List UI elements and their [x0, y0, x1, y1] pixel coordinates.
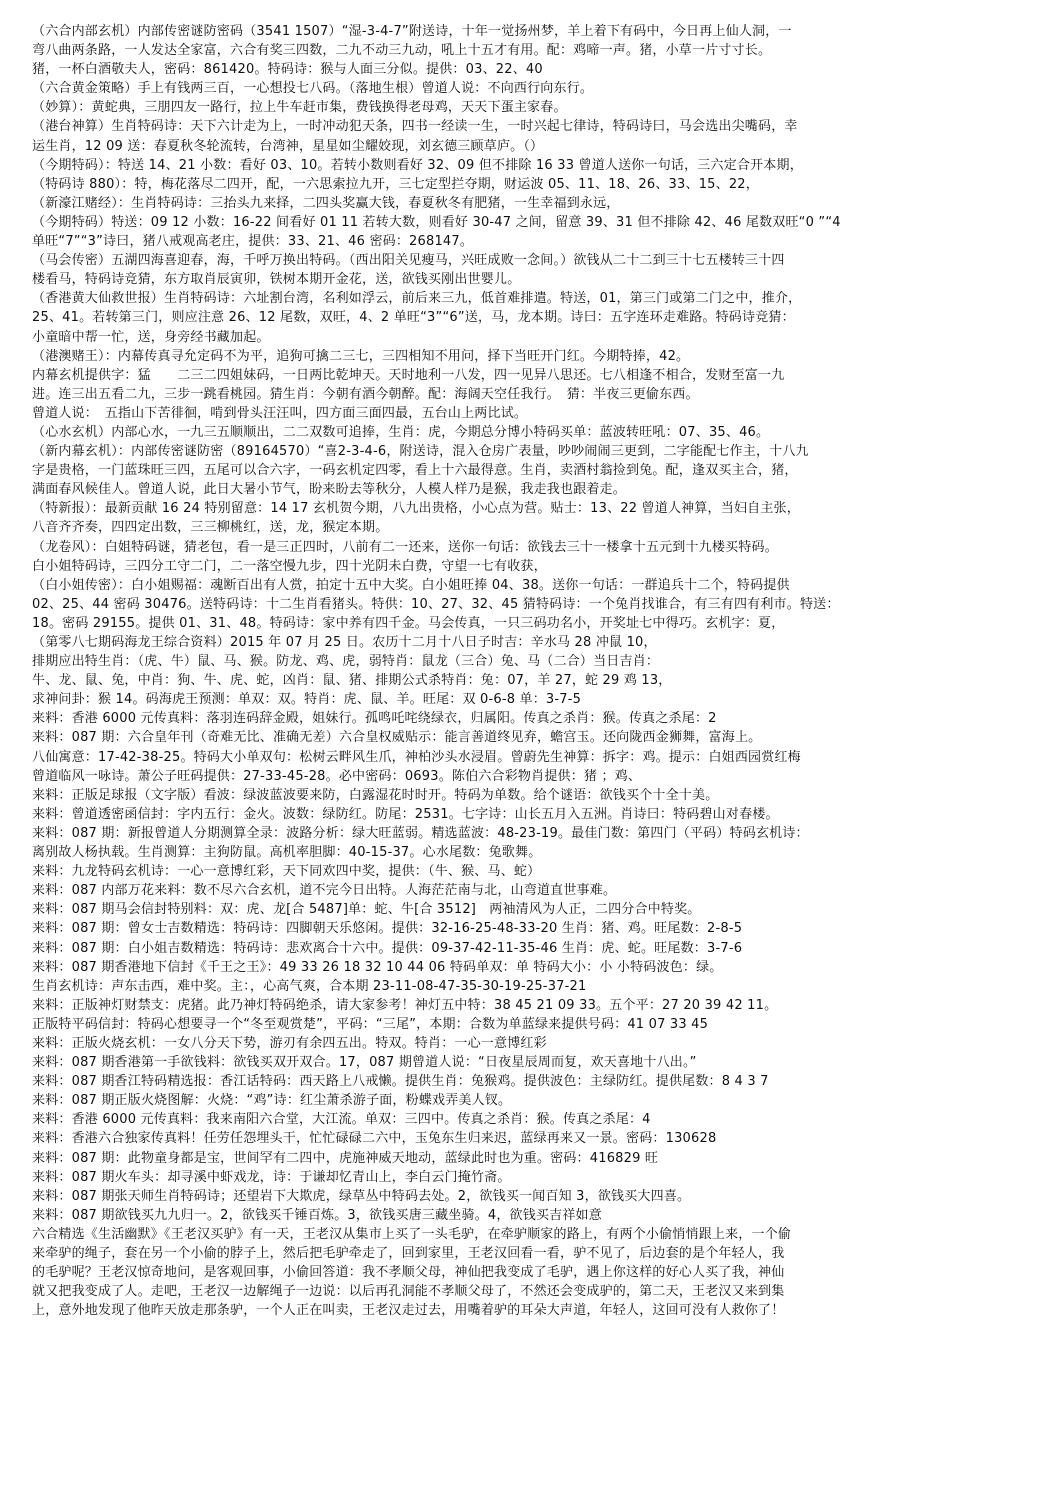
text-line: 楼看马，特码诗竞猜，东方取肖辰寅卯，铁树本期开金花，送，欲钱买刚出世婴儿。 [32, 272, 521, 288]
text-line: 来料：正版足球报（文字版）看波：绿波蓝波要来防，白露湿花时时开。特码为单数。给个谜语：欲钱买个十全十美。 [32, 787, 719, 803]
text-line: （新内幕玄机）：内部传密谜防密（89164570）“喜2-3-4-6，附送诗，混入仓房广表量，吵吵闹闹三更到，二字能配七作主，十八九 [32, 444, 809, 460]
text-line: 来料：087 期：白小姐吉数精选：特码诗：悲欢离合十六中。提供：09-37-42-11-35-46 生肖：虎、蛇。旺尾数：3-7-6 [32, 940, 743, 956]
text-line: 小童暗中帮一忙，送，身旁经书藏加起。 [32, 329, 270, 345]
text-line: 求神问卦：猴 14。码海虎王预测：单双：双。特肖：虎、鼠、羊。旺尾：双 0-6-8 单：3-7-5 [32, 692, 582, 708]
text-line: 白小姐特码诗，三四分工守二门，二一落空慢九步，四十光阴未白费，守望一七有收获， [32, 558, 547, 574]
text-line: 曾道人说： 五指山下苦徘徊，啃到骨头汪汪叫，四方面三面四最，五台山上两比试。 [32, 405, 528, 421]
text-line: （新濠江赌经）：生肖特码诗：三抬头九来择，二四头奖赢大钱，春夏秋冬有肥猪，一生幸福到永远， [32, 195, 620, 211]
text-line: （六合黄金策略）手上有钱两三百，一心想投七八码。（落地生根）曾道人说：不向西行向东行。 [32, 81, 594, 97]
text-line: 来料：087 期香港第一手欲钱料：欲钱买双开双合。17，087 期曾道人说：“日夜星辰周而复，欢天喜地十八出。” [32, 1055, 697, 1071]
text-line: 牛、龙、鼠、兔，中肖：狗、牛、虎、蛇，凶肖：鼠、猪、排期公式杀特肖：兔：07，羊 27，蛇 29 鸡 13， [32, 673, 672, 689]
text-line: 离别故人杨执载。生肖测算：主狗防鼠。高机率胆脚：40-15-37。心水尾数：兔歌舞。 [32, 845, 542, 861]
text-line: （港台神算）生肖特码诗：天下六计走为上，一时冲动犯天条，四书一经读一生，一时兴起七律诗，特码诗曰，马会选出尖嘴码，幸 [32, 119, 798, 135]
text-line: （白小姐传密）：白小姐赐福：魂断百出有人赏，拍定十五中大奖。白小姐旺捧 04、38。送你一句话：一群追兵十二个，特码提供 [32, 577, 790, 593]
text-line: 来料：087 期：新报曾道人分期测算全录：波路分析：绿大旺蓝弱。精选蓝波：48-23-19。最佳门数：第四门（平码）特码玄机诗： [32, 825, 809, 841]
text-line: 排期应出特生肖：（虎、牛）鼠、马、猴。防龙、鸡、虎，弱特肖：鼠龙（三合）兔、马（二合）当日吉肖： [32, 654, 660, 670]
text-line: 来料：087 期：曾女士吉数精选：特码诗：四脚朝天乐悠闲。提供：32-16-25-48-33-20 生肖：猪、鸡。旺尾数：2-8-5 [32, 921, 743, 937]
text-line: （港澳赌王）：内幕传真寻允定码不为平，追狗可擒二三七，三四相知不用问，择下当旺开门红。今期特捧，42。 [32, 348, 690, 364]
text-line: 来料：曾道透密函信封：字内五行：金火。波数：绿防红。防尾：2531。七字诗：山长五月入五洲。肖诗曰：特码碧山对春楼。 [32, 806, 779, 822]
text-line: （龙卷风）：白姐特码谜，猜老包，看一是三正四时，八前有二一还来，送你一句话：欲钱去三十一楼拿十五元到十九楼买特码。 [32, 539, 778, 555]
text-line: 来料：087 期欲钱买九九归一。2，欲钱买千锤百炼。3，欲钱买唐三藏坐骑。4，欲钱买吉祥如意 [32, 1207, 602, 1223]
text-line: 的毛驴呢？王老汉惊奇地问，是客观回事，小偷回答道：我不孝顺父母，神仙把我变成了毛驴，遇上你这样的好心人买了我，神仙 [32, 1265, 785, 1281]
text-line: 来料：正版神灯财禁支：虎猪。此乃神灯特码绝杀，请大家参考！神灯五中特：38 45 21 09 33。五个平：27 20 39 42 11。 [32, 997, 778, 1013]
text-line: 来料：087 期马会信封特别料：双：虎、龙[合 5487]单：蛇、牛[合 3512] 两袖清风为人正，二四分合中特奖。 [32, 902, 701, 918]
text-line: 来料：087 期香港地下信封《千王之王》：49 33 26 18 32 10 44 06 特码单双：单 特码大小：小 小特码波色：绿。 [32, 959, 723, 975]
document-body [32, 22, 1032, 1320]
text-line: 25、41。若转第三门，则应注意 26、12 尾数，双旺，4、2 单旺“3”“6”送，马，龙本期。诗曰：五字连环走难路。特码诗竞猜： [32, 310, 795, 326]
text-line: （今期特码）特送：09 12 小数：16-22 间看好 01 11 若转大数，则看好 30-47 之间，留意 39、31 但不排除 42、46 尾数双旺“0 ”“4 [32, 214, 841, 230]
text-line: 来料：正版火烧玄机：一女八分天下势，游刃有余四五出。特双。特肖：一心一意博红彩 [32, 1035, 547, 1051]
text-line: 弯八曲两条路，一人发达全家富，六合有奖三四数，二九不动三九动，吼上十五才有用。配：鸡啼一声。猪，小草一片寸寸长。 [32, 43, 772, 59]
text-line: 生肖玄机诗：声东击西，难中奖。主：，心高气爽，合本期 23-11-08-47-35-30-19-25-37-21 [32, 978, 587, 994]
text-line: 来料：087 期火车头：却寻溪中虾戏龙，诗：于谦却忆青山上，李白云门掩竹斋。 [32, 1169, 511, 1185]
text-line: （六合内部玄机）内部传密谜防密码（3541 1507）“湿-3-4-7”附送诗，十年一觉扬州梦，羊上着下有码中，今日再上仙人洞，一 [32, 24, 792, 39]
text-line: （马会传密）五湖四海喜迎春，海，千呼万换出特码。（西出阳关见瘦马，兴旺成败一念间。）欲钱从二十二到三十七五楼转三十四 [32, 253, 785, 269]
text-line: （今期特码）：特送 14、21 小数：看好 03、10。若转小数则看好 32、09 但不排除 16 33 曾道人送你一句话，三六定合开本期， [32, 157, 803, 173]
text-line: 来料：087 内部万花来料：数不尽六合玄机，道不完今日出特。人海茫茫南与北，山弯道直世事难。 [32, 883, 617, 899]
text-line: 来料：087 期正版火烧图解：火烧：“鸡”诗：红尘萧杀游子面，粉蝶戏弄美人钗。 [32, 1093, 512, 1109]
text-line: 18。密码 29155。提供 01、31、48。特码诗：家中养有四千金。马会传真，一只三码功名小，开奖址七中得巧。玄机字：夏， [32, 615, 785, 631]
text-line: 来料：087 期张天师生肖特码诗；还望岩下大欺虎，绿草丛中特码去处。2，欲钱买一闻百知 3，欲钱买大四喜。 [32, 1188, 691, 1204]
text-line: 字是贵格，一门蓝珠旺三四，五尾可以合六字，一码玄机定四零，看上十六最得意。生肖，卖酒村翁捡到兔。配，逢双买主合，猪， [32, 463, 798, 479]
text-line: 单旺“7”“3”诗曰，猪八戒观高老庄，提供：33、21、46 密码：268147。 [32, 234, 474, 250]
text-line: （第零八七期码海龙王综合资料）2015 年 07 月 25 日。农历十二月十八日子时吉：辛水马 28 冲鼠 10， [32, 635, 657, 650]
text-line: （心水玄机）内部心水，一九三五顺顺出，二二双数可追捧，生肖：虎，今期总分博小特码买单：蓝波转旺吼：07、35、46。 [32, 424, 770, 440]
text-line: 来料：香港 6000 元传真料：落羽连码辞金殿，姐妹行。孤鸣吒咤绕绿衣，归属阳。传真之杀肖：猴。传真之杀尾：2 [32, 711, 717, 727]
text-line: （特码诗 880）：特，梅花落尽二四开，配，一六思索拉九开，三七定型拦夺期，财运波 05、11、18、26、33、15、22， [32, 176, 759, 192]
text-line: 来料：087 期：此物童身都是宝，世间罕有二四中，虎施神威天地动，蓝绿此时也为重。密码：416829 旺 [32, 1150, 659, 1166]
text-line: 内幕玄机提供字：猛 二三二四姐妹码，一日两比乾坤天。天时地利一八发，四一见异八思还。七八相逢不相合，发财至富一九 [32, 367, 785, 383]
text-line: 进。连三出五看二九，三步一跳看桃园。猜生肖：今朝有酒今朝醉。配：海阔天空任我行。 猜：半夜三更偷东西。 [32, 386, 699, 402]
text-line: 来料：九龙特码玄机诗：一心一意博红彩，天下同欢四中奖，提供：（牛、猴、马、蛇） [32, 864, 541, 880]
text-line: （特新报）：最新贡献 16 24 特别留意：14 17 玄机贺今期，八九出贵格，小心点为营。贴士：13、22 曾道人神算，当妇自主张， [32, 501, 800, 517]
text-line: 来料：香港六合独家传真料！任劳任怨埋头干，忙忙碌碌二六中，玉兔东生归来迟，蓝绿再来又一景。密码：130628 [32, 1131, 717, 1147]
text-line: 上，意外地发现了他昨天放走那条驴，一个人正在叫卖，王老汉走过去，用嘴着驴的耳朵大声道，年轻人，这回可没有人救你了！ [32, 1303, 785, 1319]
text-line: 运生肖，12 09 送：春夏秋冬轮流转，台湾神，星星如尘耀姣现，刘玄德三顾草庐。（） [32, 138, 544, 154]
text-line: 六合精选《生活幽默》《王老汉买驴》有一天，王老汉从集市上买了一头毛驴，在牵驴顺家的路上，有两个小偷悄悄跟上来，一个偷 [32, 1226, 792, 1242]
text-line: （香港黄大仙救世报）生肖特码诗：六址割台湾，名利如浮云，前后来三九，低首难排遣。特送，01，第三门或第二门之中，推介， [32, 291, 802, 307]
text-line: 来料：087 期：六合皇年刊（奇难无比、准确无差）六合皇权威贴示：能言善道终见弃，蟾宫玉。还向陇西金狮舞，富海上。 [32, 730, 762, 746]
text-line: （妙算）：黄蛇典，三朋四友一路行，拉上牛车赶市集，费钱换得老母鸡，天天下蛋主家春。 [32, 100, 567, 116]
text-line: 八仙寓意：17-42-38-25。特码大小单双句：松树云畔风生爪，神柏沙头水浸眉。曾蔚先生神算：拆字：鸡。提示：白姐西园赏红梅 [32, 749, 801, 765]
text-line: 正版特平码信封：特码心想要寻一个“冬至观赏楚”，平码：“三尾”，本期：合数为单蓝绿来提供号码：41 07 33 45 [32, 1016, 709, 1032]
text-line: 满面春风候佳人。曾道人说，此日大暑小节气，盼来盼去等秋分，人模人样乃是猴，我走我也跟着走。 [32, 482, 627, 498]
text-line: 就又把我变成了人。走吧，王老汉一边解绳子一边说：以后再孔洞能不孝顺父母了，不然还会变成驴的，第二天，王老汉又来到集 [32, 1284, 785, 1300]
text-line: 来牵驴的绳子，套在另一个小偷的脖子上，然后把毛驴牵走了，回到家里，王老汉回看一看，驴不见了，后边套的是个年轻人，我 [32, 1246, 785, 1261]
text-line: 02、25、44 密码 30476。送特码诗：十二生肖看猪头。特供：10、27、32、45 猜特码诗：一个兔肖找谁合，有三有四有利市。特送： [32, 596, 840, 612]
text-line: 来料：087 期香江特码精选报：香江话特码：西天路上八戒懒。提供生肖：兔猴鸡。提供波色：主绿防红。提供尾数：8 4 3 7 [32, 1074, 769, 1090]
text-line: 来料：香港 6000 元传真料：我来南阳六合堂，大江流。单双：三四中。传真之杀肖：猴。传真之杀尾：4 [32, 1112, 651, 1128]
text-line: 曾道临风一咏诗。萧公子旺码提供：27-33-45-28。必中密码：0693。陈伯六合彩物肖提供：猪 ；鸡、 [32, 768, 642, 784]
text-line: 八音齐齐奏，四四定出数，三三柳桃红，送，龙，猴定本期。 [32, 520, 389, 536]
text-line: 猪，一杯白酒敬夫人，密码：861420。特码诗：猴与人面三分似。提供：03、22、40 [32, 62, 543, 78]
